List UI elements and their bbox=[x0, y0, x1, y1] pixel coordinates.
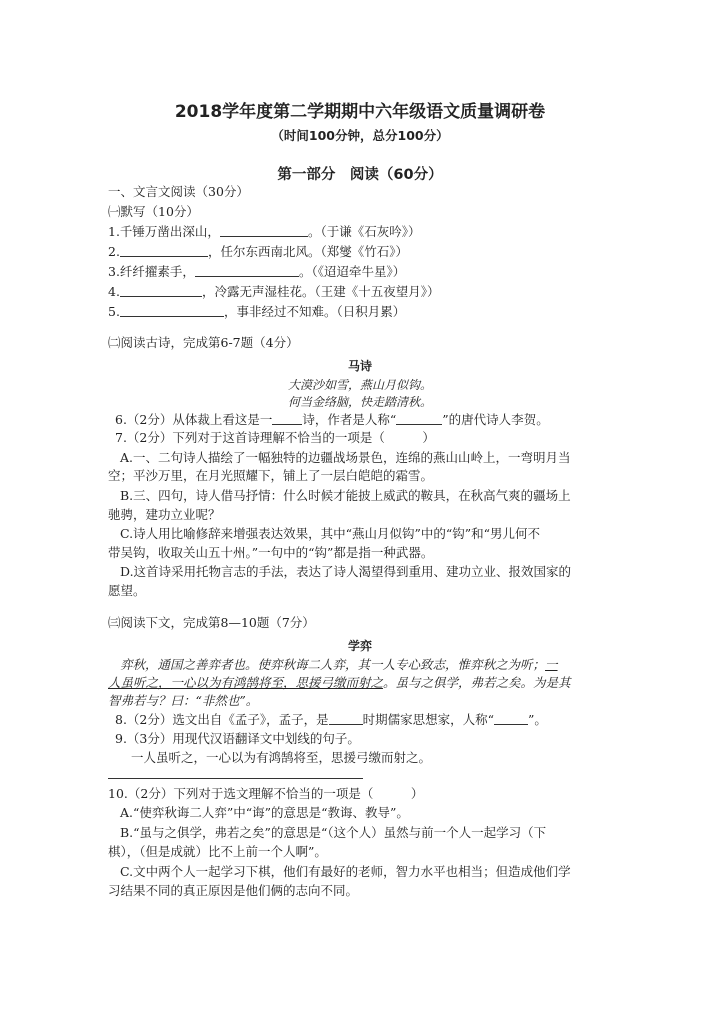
exam-subtitle: （时间100分钟，总分100分） bbox=[271, 128, 449, 143]
text-title: 学弈 bbox=[347, 639, 372, 653]
question-5: 5. ，事非经过不知难。（日积月累） bbox=[108, 304, 406, 319]
passage-line-2: 人虽听之，一心以为有鸿鹄将至，思援弓缴而射之。虽与之俱学，弗若之矣。为是其 bbox=[108, 675, 571, 690]
q10-option-a: A.“使弈秋诲二人弈”中“诲”的意思是“教诲、教导”。 bbox=[120, 805, 409, 820]
exam-title: 2018学年度第二学期期中六年级语文质量调研卷 bbox=[174, 102, 546, 122]
question-1: 1.千锤万凿出深山， 。（于谦《石灰吟》） bbox=[108, 224, 421, 239]
option-c-line2: 带吴钩，收取关山五十州。”一句中的“钩”都是指一种武器。 bbox=[108, 545, 434, 560]
question-4: 4. ，冷露无声湿桂花。（王建《十五夜望月》） bbox=[108, 284, 440, 299]
underlined-sentence: 人虽听之，一心以为有鸿鹄将至，思援弓缴而射之 bbox=[108, 675, 384, 690]
option-c-line1: C.诗人用比喻修辞来增强表达效果，其中“燕山月似钩”中的“钩”和“男儿何不 bbox=[120, 526, 541, 541]
passage-line-1: 弈秋，通国之善弈者也。使弈秋诲二人弈，其一人专心致志，惟弈秋之为听；一 bbox=[120, 657, 558, 672]
passage-line-3: 智弗若与？曰：“非然也”。 bbox=[108, 693, 259, 708]
answer-blank[interactable] bbox=[120, 304, 224, 317]
option-b-line2: 驰骋，建功立业呢？ bbox=[108, 507, 221, 522]
option-d-line2: 愿望。 bbox=[108, 583, 146, 598]
answer-blank[interactable] bbox=[195, 264, 299, 277]
question-2: 2. ，任尔东西南北风。（郑燮《竹石》） bbox=[108, 244, 408, 259]
question-10: 10.（2分）下列对于选文理解不恰当的一项是（ ） bbox=[108, 786, 424, 801]
answer-blank[interactable] bbox=[120, 284, 202, 297]
q10-option-b-line2: 棋），（但是成就）比不上前一个人啊”。 bbox=[108, 844, 327, 859]
answer-blank[interactable] bbox=[272, 412, 302, 425]
q10-option-c-line2: 习结果不同的真正原因是他们俩的志向不同。 bbox=[108, 883, 359, 898]
section2-sub: ㈡阅读古诗，完成第6-7题（4分） bbox=[108, 335, 299, 350]
answer-blank[interactable] bbox=[494, 712, 528, 725]
option-b-line1: B.三、四句，诗人借马抒情：什么时候才能披上威武的鞍具，在秋高气爽的疆场上 bbox=[120, 488, 571, 503]
answer-blank[interactable] bbox=[329, 712, 363, 725]
section1-sub: ㈠默写（10分） bbox=[108, 204, 199, 219]
question-9-quote: 一人虽听之，一心以为有鸿鹄将至，思援弓缴而射之。 bbox=[131, 750, 432, 765]
option-a-line1: A.一、二句诗人描绘了一幅独特的边疆战场景色，连绵的燕山山岭上，一弯明月当 bbox=[120, 450, 571, 465]
question-9: 9.（3分）用现代汉语翻译文中划线的句子。 bbox=[115, 731, 360, 746]
answer-line[interactable] bbox=[108, 778, 363, 779]
q10-option-c-line1: C.文中两个人一起学习下棋，他们有最好的老师，智力水平也相当；但造成他们学 bbox=[120, 864, 571, 879]
q10-option-b-line1: B.“虽与之俱学，弗若之矣”的意思是“（这个人）虽然与前一个人一起学习（下 bbox=[120, 825, 547, 840]
question-3: 3.纤纤擢素手， 。（《迢迢牵牛星》） bbox=[108, 264, 406, 279]
poem-line-2: 何当金络脑，快走踏清秋。 bbox=[287, 395, 432, 409]
option-d-line1: D.这首诗采用托物言志的手法，表达了诗人渴望得到重用、建功立业、报效国家的 bbox=[120, 564, 572, 579]
option-a-line2: 空；平沙万里，在月光照耀下，铺上了一层白皑皑的霜雪。 bbox=[108, 468, 434, 483]
answer-blank[interactable] bbox=[396, 412, 442, 425]
part-heading: 第一部分 阅读（60分） bbox=[277, 167, 443, 183]
answer-blank[interactable] bbox=[220, 224, 308, 237]
question-6: 6.（2分）从体裁上看这是一 诗，作者是人称“ ”的唐代诗人李贺。 bbox=[115, 412, 549, 427]
section1-heading: 一、文言文阅读（30分） bbox=[108, 184, 249, 199]
poem-title: 马诗 bbox=[347, 359, 372, 373]
question-8: 8.（2分）选文出自《孟子》，孟子，是 时期儒家思想家，人称“ ”。 bbox=[115, 712, 547, 727]
poem-line-1: 大漠沙如雪，燕山月似钩。 bbox=[287, 378, 432, 392]
answer-blank[interactable] bbox=[120, 244, 208, 257]
section3-sub: ㈢阅读下文，完成第8—10题（7分） bbox=[108, 615, 315, 630]
question-7: 7.（2分）下列对于这首诗理解不恰当的一项是（ ） bbox=[115, 430, 435, 445]
